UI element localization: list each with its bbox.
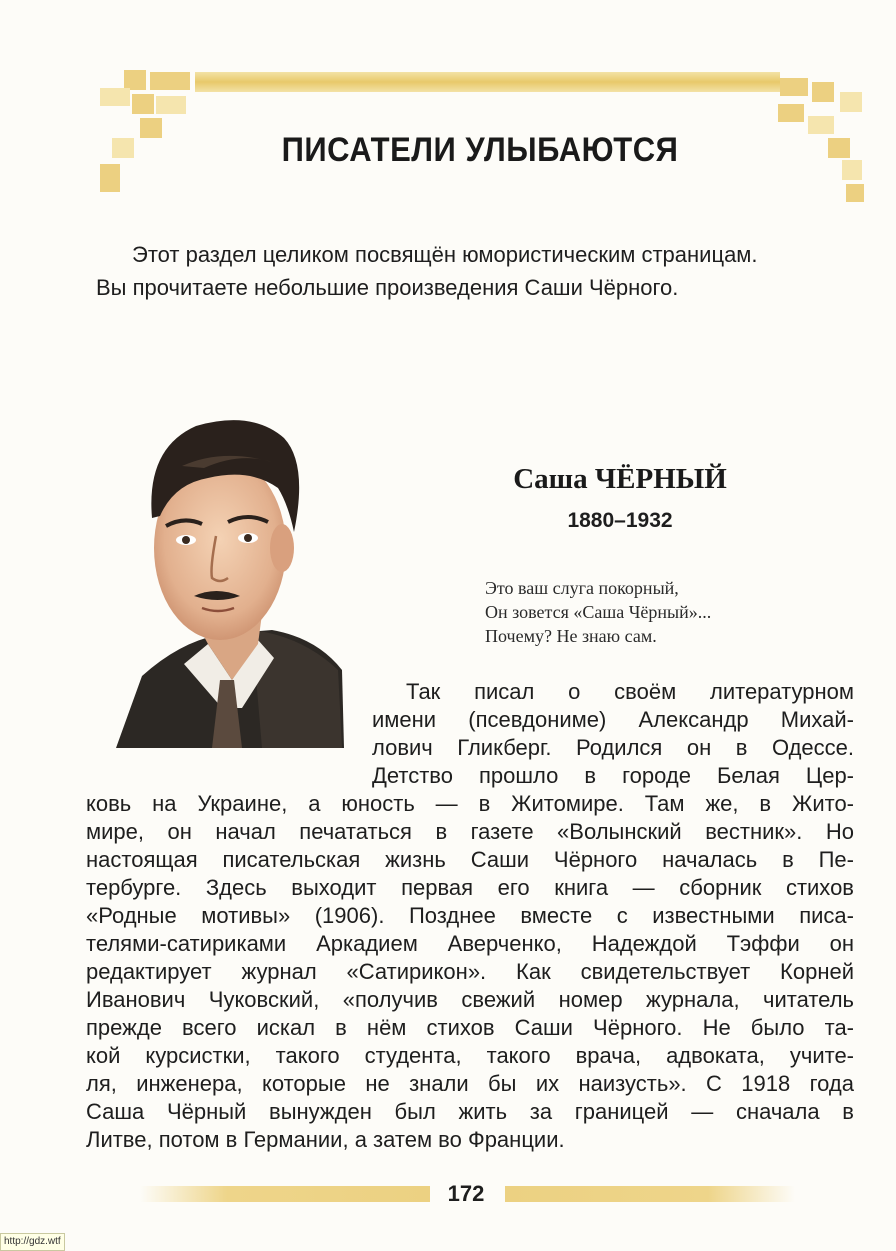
intro-line: Этот раздел целиком посвящён юмористическим страницам. [132, 242, 758, 267]
intro-line: Вы прочитаете небольшие произведения Саши Чёрного. [96, 275, 679, 300]
poem-line: Он зовется «Саша Чёрный»... [485, 602, 712, 622]
biography-line: «Родные мотивы» (1906). Позднее вместе с известными писа- [86, 903, 854, 928]
header-ornament-bar [195, 72, 780, 92]
footer-ornament-right [505, 1186, 795, 1202]
biography-line: имени (псевдониме) Александр Михай- [372, 707, 854, 732]
biography-line: Детство прошло в городе Белая Цер- [372, 763, 854, 788]
section-title: ПИСАТЕЛИ УЛЫБАЮТСЯ [281, 130, 679, 169]
biography-line: лович Гликберг. Родился он в Одессе. [372, 735, 854, 760]
biography-line: настоящая писательская жизнь Саши Чёрного началась в Пе- [86, 847, 854, 872]
biography-line: тербурге. Здесь выходит первая его книга — сборник стихов [86, 875, 854, 900]
biography-line: ковь на Украине, а юность — в Житомире. Там же, в Жито- [86, 791, 854, 816]
biography-line: телями-сатириками Аркадием Аверченко, Надеждой Тэффи он [86, 931, 854, 956]
poem-line: Почему? Не знаю сам. [485, 626, 657, 646]
biography-line: Так писал о своём литературном [406, 679, 854, 704]
watermark-link[interactable]: http://gdz.wtf [0, 1233, 65, 1251]
author-years: 1880–1932 [567, 509, 673, 532]
page-number: 172 [447, 1181, 485, 1206]
biography-line: ля, инженера, которые не знали бы их наизусть». С 1918 года [86, 1071, 854, 1096]
footer-ornament-left [140, 1186, 430, 1202]
biography-line: редактирует журнал «Сатирикон». Как свидетельствует Корней [86, 959, 854, 984]
poem-line: Это ваш слуга покорный, [485, 578, 679, 598]
biography-line: Иванович Чуковский, «получив свежий номер журнала, читатель [86, 987, 854, 1012]
biography-line: мире, он начал печататься в газете «Волынский вестник». Но [86, 819, 854, 844]
author-name: Саша ЧЁРНЫЙ [513, 463, 727, 495]
section-intro [96, 238, 866, 304]
biography-line: Литве, потом в Германии, а затем во Франции. [86, 1127, 565, 1152]
author-portrait [112, 408, 348, 753]
epigraph-poem [485, 576, 845, 648]
biography-line: кой курсистки, такого студента, такого врача, адвоката, учите- [86, 1043, 854, 1068]
biography-line: Саша Чёрный вынужден был жить за границей — сначала в [86, 1099, 854, 1124]
biography-line: прежде всего искал в нём стихов Саши Чёрного. Не было та- [86, 1015, 854, 1040]
